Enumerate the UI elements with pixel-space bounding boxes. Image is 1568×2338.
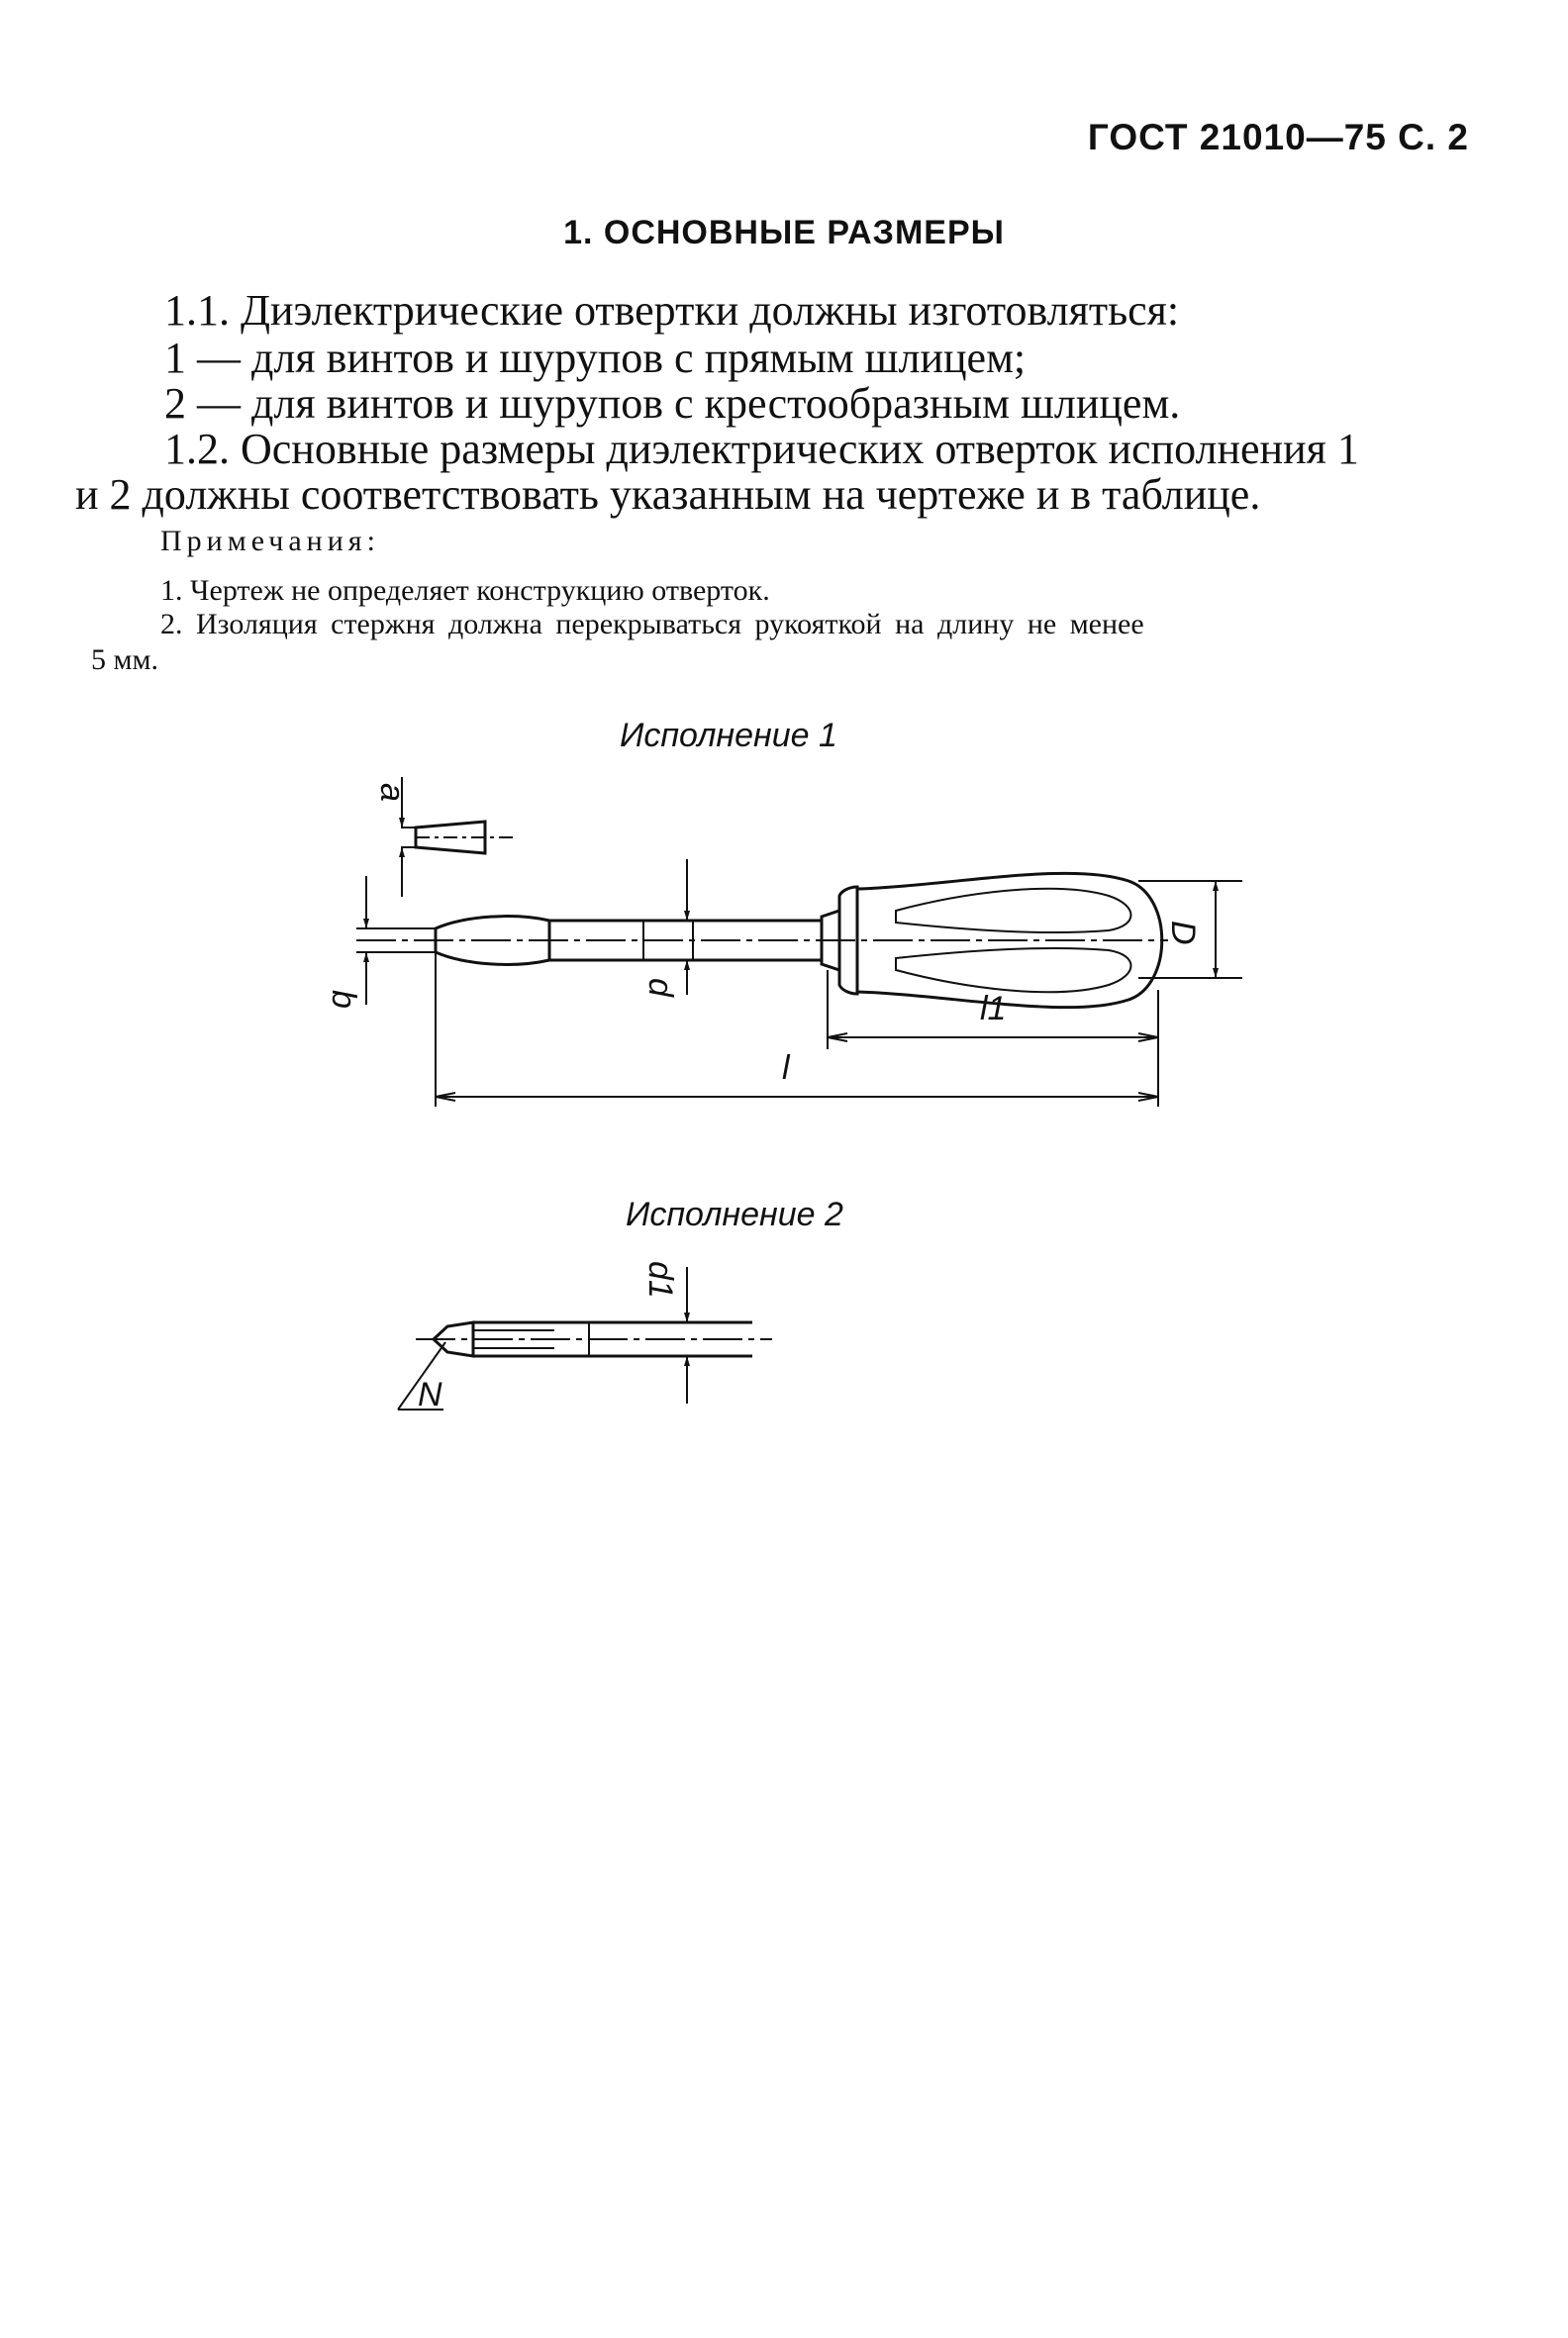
variant-1-title: Исполнение 1 <box>620 717 837 754</box>
paragraph-1-2: 1.2. Основные размеры диэлектрических отверток исполнения 1 <box>164 425 1359 473</box>
label-d1: d1 <box>641 1261 679 1299</box>
document-header: ГОСТ 21010—75 С. 2 <box>1087 117 1469 157</box>
screwdriver-variant-2 <box>416 1322 772 1356</box>
label-a: a <box>373 783 411 802</box>
notes-title: Примечания: <box>160 525 380 557</box>
note-2-cont: 5 мм. <box>91 643 158 676</box>
label-d: d <box>641 978 679 997</box>
paragraph-variant-2: 2 — для винтов и шурупов с крестообразным шлицем. <box>164 379 1181 428</box>
variant-2-title: Исполнение 2 <box>626 1196 843 1233</box>
paragraph-1-1: 1.1. Диэлектрические отвертки должны изготовляться: <box>164 286 1180 335</box>
label-N: N <box>418 1376 442 1413</box>
label-D: D <box>1164 921 1202 945</box>
note-2: 2. Изоляция стержня должна перекрываться рукояткой на длину не менее <box>160 608 1144 640</box>
label-l1: l1 <box>980 990 1007 1027</box>
paragraph-1-2-cont: и 2 должны соответствовать указанным на чертеже и в таблице. <box>75 470 1261 519</box>
tip-detail-a <box>401 777 515 897</box>
label-l: l <box>782 1049 790 1087</box>
screwdriver-variant-1 <box>356 873 1168 1007</box>
note-1: 1. Чертеж не определяет конструкцию отверток. <box>160 574 770 607</box>
section-title: 1. ОСНОВНЫЕ РАЗМЕРЫ <box>563 214 1005 251</box>
paragraph-variant-1: 1 — для винтов и шурупов с прямым шлицем; <box>164 334 1027 382</box>
dimension-l <box>436 952 1158 1107</box>
label-b: b <box>325 990 362 1009</box>
